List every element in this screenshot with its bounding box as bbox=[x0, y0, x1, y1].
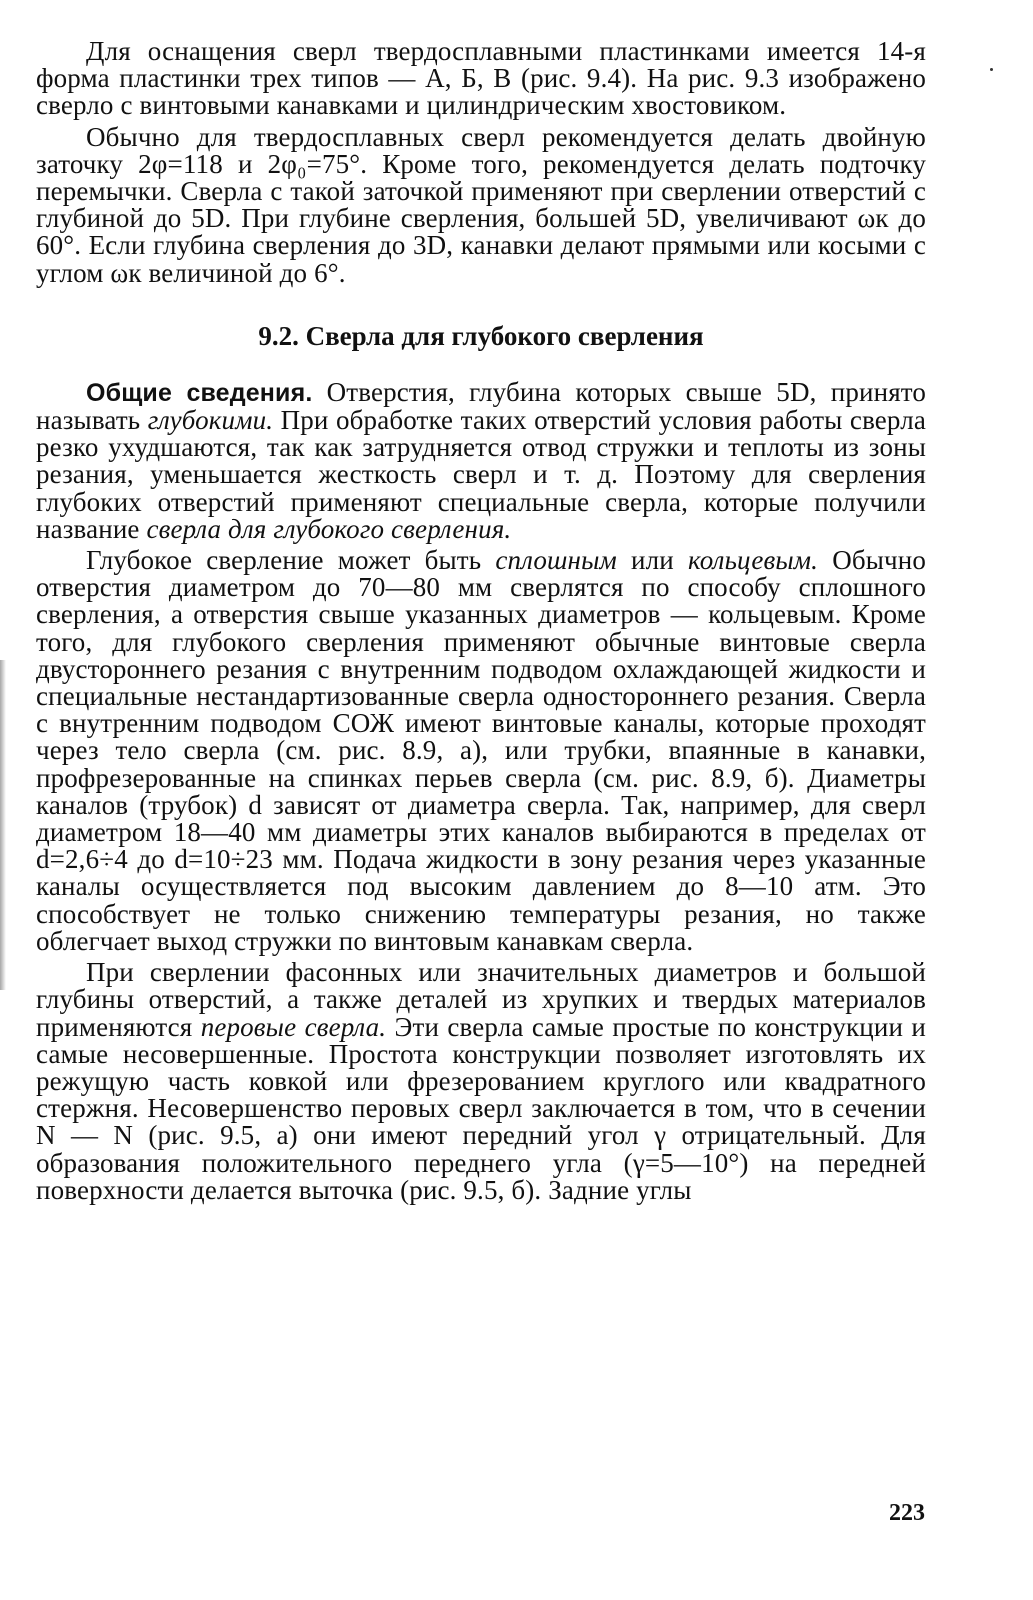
text-run: Обычно отверстия диаметром до 70—80 мм сверлятся по способу сплошного сверления, а отверстия свыше указанных диаметров — кольцевым. Кроме того, для глубокого сверления применяют обычные винтовые сверла двустороннего резания с внутренним подводом охлаждающей жидкости и специальные нестандартизованные сверла одностороннего резания. Сверла с внутренним подводом СОЖ имеют винтовые каналы, которые проходят через тело сверла (см. рис. 8.9, а), или трубки, впаянные в канавки, профрезерованные на спинках перьев сверла (см. рис. 8.9, б). Диаметры каналов (трубок) d зависят от диаметра сверла. Так, например, для сверл диаметром 18—40 мм диаметры этих каналов выбираются в пределах от d=2,6÷4 до d=10÷23 мм. Подача жидкости в зону резания через указанные каналы осуществляется под высоким давлением до 8—10 атм. Это способствует не только снижению температуры резания, но также облегчает выход стружки по винтовым канавкам сверла. bbox=[36, 545, 926, 956]
page-body bbox=[36, 38, 926, 1208]
paragraph-spade-drills bbox=[36, 959, 926, 1204]
italic-term: кольцевым. bbox=[687, 545, 819, 576]
paragraph-deep-drilling bbox=[36, 547, 926, 955]
text-run: Отверстия, глубина которых свыше 5D, принято называть bbox=[36, 376, 927, 436]
scan-speck bbox=[990, 68, 993, 71]
italic-term: сверла для глубокого сверления. bbox=[146, 513, 512, 544]
text-run: или bbox=[616, 545, 688, 576]
text-run: Глубокое сверление может быть bbox=[86, 545, 496, 576]
section-heading: 9.2. Сверла для глубокого сверления bbox=[258, 320, 704, 351]
runin-heading: Общие сведения. bbox=[86, 378, 313, 407]
italic-term: перовые сверла. bbox=[200, 1011, 387, 1042]
scan-binding-edge bbox=[0, 660, 6, 990]
italic-term: сплошным bbox=[495, 545, 617, 576]
text-run: При обработке таких отверстий условия работы сверла резко ухудшаются, так как затрудняется отвод стружки и теплоты из зоны резания, уменьшается жесткость сверл и т. д. Поэтому для сверления глубоких отверстий применяют специальные сверла, которые получили название bbox=[36, 405, 926, 544]
text-run: При сверлении фасонных или значительных диаметров и большой глубины отверстий, а также деталей из хрупких и твердых материалов применяются bbox=[36, 957, 926, 1042]
paragraph-double-sharpening: Обычно для твердосплавных сверл рекомендуется делать двойную заточку 2φ=118 и 2φ₀=75°. Кроме того, рекомендуется делать подточку перемычки. Сверла с такой заточкой применяют при сверлении отверстий с глубиной до 5D. При глубине сверления, большей 5D, увеличивают ωк до 60°. Если глубина сверления до 3D, канавки делают прямыми или косыми с углом ωк величиной до 6°. bbox=[36, 121, 926, 288]
italic-term: глубокими. bbox=[147, 405, 274, 436]
text-run: Эти сверла самые простые по конструкции и самые несовершенные. Простота конструкции позволяет изготовлять их режущую часть ковкой или фрезерованием круглого или квадратного стержня. Несовершенство перовых сверл заключается в том, что в сечении N — N (рис. 9.5, а) они имеют передний угол γ отрицательный. Для образования положительного переднего угла (γ=5—10°) на передней поверхности делается выточка (рис. 9.5, б). Задние углы bbox=[36, 1011, 927, 1205]
paragraph-general-info bbox=[36, 376, 927, 544]
page-number: 223 bbox=[889, 1500, 925, 1526]
paragraph-tool-plates: Для оснащения сверл твердосплавными пластинками имеется 14-я форма пластинки трех типов — А, Б, В (рис. 9.4). На рис. 9.3 изображено сверло с винтовыми канавками и цилиндрическим хвостовиком. bbox=[36, 36, 926, 121]
